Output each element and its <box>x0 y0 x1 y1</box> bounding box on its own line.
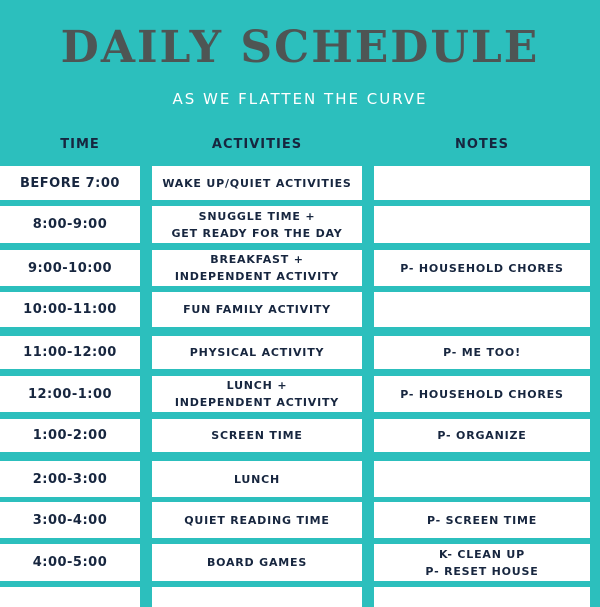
page-title: DAILY SCHEDULE <box>60 22 540 73</box>
cell-time <box>0 292 140 327</box>
activity-line: LUNCH <box>233 472 281 486</box>
cell-time <box>0 166 140 200</box>
cell-activity <box>152 206 362 243</box>
cell-time <box>0 544 140 581</box>
activity-line: INDEPENDENT ACTIVITY <box>174 270 340 283</box>
notes-line: K- CLEAN UP <box>439 547 525 561</box>
notes-line: P- HOUSEHOLD CHORES <box>400 387 564 401</box>
cell-activity <box>152 250 362 286</box>
cell-notes <box>374 587 590 607</box>
cell-activity <box>152 336 362 369</box>
cell-activity <box>152 376 362 412</box>
time-label: 8:00-9:00 <box>32 217 108 232</box>
cell-activity <box>152 544 362 581</box>
activity-line: WAKE UP/QUIET ACTIVITIES <box>162 176 352 190</box>
time-label: 2:00-3:00 <box>32 471 108 487</box>
notes-line: P- RESET HOUSE <box>425 564 539 578</box>
cell-notes <box>374 461 590 497</box>
cell-activity <box>152 292 362 327</box>
cell-activity <box>152 166 362 200</box>
time-label: 11:00-12:00 <box>23 345 117 360</box>
cell-time <box>0 502 140 538</box>
cell-notes <box>374 376 590 412</box>
cell-notes <box>374 544 590 581</box>
activity-line: SNUGGLE TIME + <box>198 209 316 223</box>
cell-time <box>0 587 140 607</box>
cell-notes <box>374 419 590 452</box>
cell-activity <box>152 461 362 497</box>
column-header-activities: ACTIVITIES <box>211 137 303 152</box>
cell-time <box>0 206 140 243</box>
notes-line: P- ME TOO! <box>443 346 521 359</box>
cell-notes <box>374 250 590 286</box>
time-label: 3:00-4:00 <box>32 512 108 528</box>
activity-line: PHYSICAL ACTIVITY <box>189 346 325 359</box>
cell-time <box>0 336 140 369</box>
time-label: 9:00-10:00 <box>27 260 113 276</box>
activity-line: BOARD GAMES <box>206 556 308 569</box>
cell-time <box>0 250 140 286</box>
cell-time <box>0 419 140 452</box>
cell-notes <box>374 206 590 243</box>
cell-activity <box>152 502 362 538</box>
column-header-time: TIME <box>60 137 100 152</box>
cell-time <box>0 461 140 497</box>
notes-line: P- HOUSEHOLD CHORES <box>400 261 564 275</box>
cell-notes <box>374 336 590 369</box>
cell-notes <box>374 502 590 538</box>
time-label: 12:00-1:00 <box>27 386 113 402</box>
activity-line: LUNCH + <box>226 379 288 392</box>
cell-activity <box>152 587 362 607</box>
cell-time <box>0 376 140 412</box>
cell-notes <box>374 292 590 327</box>
time-label: 1:00-2:00 <box>32 428 108 443</box>
activity-line: INDEPENDENT ACTIVITY <box>174 396 340 409</box>
cell-activity <box>152 419 362 452</box>
time-label: BEFORE 7:00 <box>20 175 120 191</box>
time-label: 10:00-11:00 <box>23 302 117 317</box>
activity-line: BREAKFAST + <box>210 253 304 266</box>
activity-line: QUIET READING TIME <box>184 513 330 527</box>
column-header-notes: NOTES <box>454 137 510 152</box>
notes-line: P- ORGANIZE <box>437 429 527 442</box>
activity-line: SCREEN TIME <box>211 429 303 442</box>
time-label: 4:00-5:00 <box>32 555 108 570</box>
page-subtitle: AS WE FLATTEN THE CURVE <box>172 90 428 108</box>
activity-line: FUN FAMILY ACTIVITY <box>183 303 331 316</box>
notes-line: P- SCREEN TIME <box>426 513 538 527</box>
activity-line: GET READY FOR THE DAY <box>171 226 343 240</box>
cell-notes <box>374 166 590 200</box>
